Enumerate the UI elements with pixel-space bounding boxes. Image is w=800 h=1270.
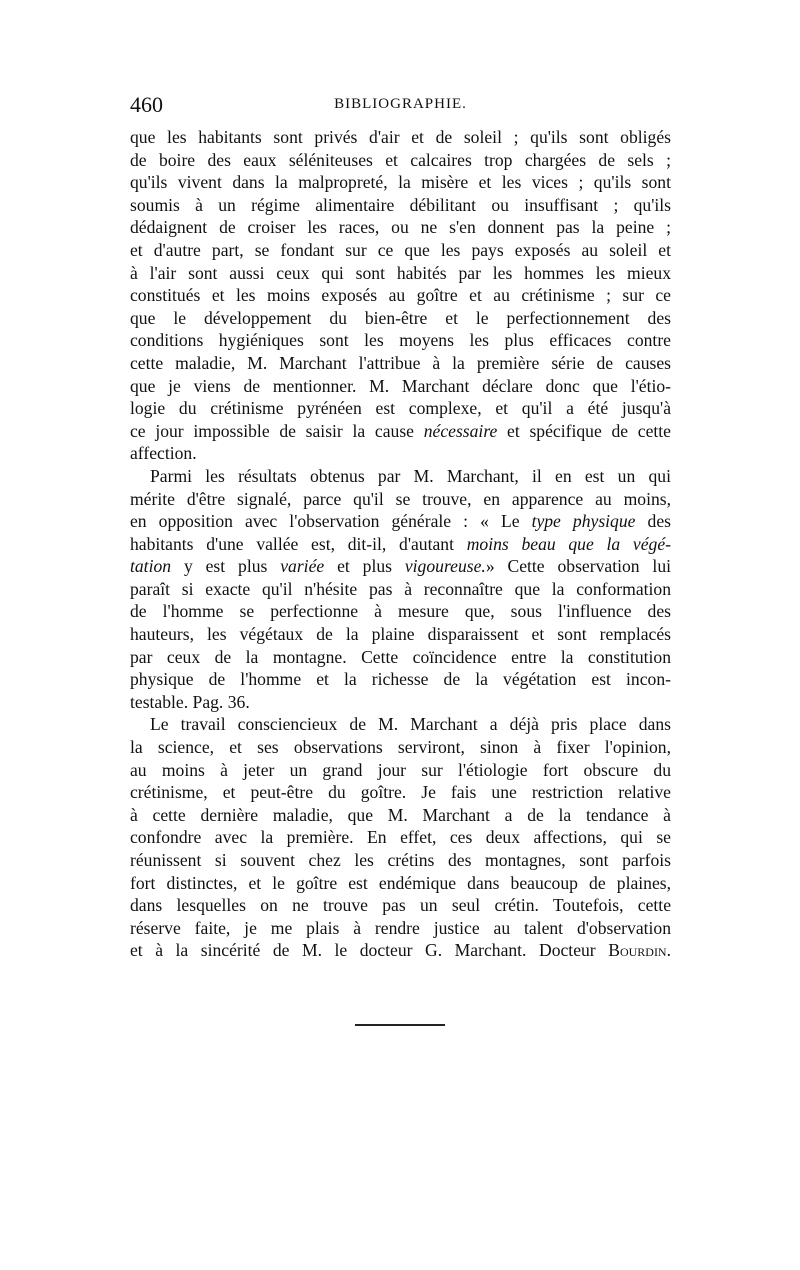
- text-run: » Cette observation lui: [485, 556, 672, 577]
- text-run: en opposition avec l'observation générale : « Le: [130, 511, 520, 532]
- text-line: à cette dernière maladie, que M. Marchant a de la tendance à: [130, 804, 671, 825]
- text-line: que je viens de mentionner. M. Marchant déclare donc que l'étio-: [130, 375, 671, 396]
- text-line: testable. Pag. 36.: [130, 691, 250, 712]
- emphasis-type-physique: type physique: [531, 511, 636, 532]
- text-line: dans lesquelles on ne trouve pas un seul crétin. Toutefois, cette: [130, 895, 671, 916]
- text-line: réserve faite, je me plais à rendre justice au talent d'observation: [130, 917, 671, 938]
- text-run: y est plus: [183, 556, 268, 577]
- text-line: paraît si exacte qu'il n'hésite pas à reconnaître que la conformation: [130, 578, 671, 599]
- text-line: cette maladie, M. Marchant l'attribue à la première série de causes: [130, 352, 671, 373]
- text-line: physique de l'homme et la richesse de la végétation est incon-: [130, 669, 671, 690]
- text-line: confondre avec la première. En effet, ces deux affections, qui se: [130, 827, 671, 848]
- text-line: affection.: [130, 443, 197, 464]
- text-line: et d'autre part, se fondant sur ce que les pays exposés au soleil et: [130, 239, 671, 260]
- text-line: que le développement du bien-être et le perfectionnement des: [130, 307, 671, 328]
- text-line: hauteurs, les végétaux de la plaine disparaissent et sont remplacés: [130, 624, 671, 645]
- text-line: [130, 420, 671, 443]
- text-line: constitués et les moins exposés au goître et au crétinisme ; sur ce: [130, 285, 671, 306]
- emphasis-moins-beau: moins beau que la végé-: [466, 533, 671, 554]
- text-run: et à la sincérité de M. le docteur G. Marchant.: [130, 940, 527, 961]
- text-line: au moins à jeter un grand jour sur l'étiologie fort obscure du: [130, 759, 671, 780]
- page-header: [130, 92, 671, 118]
- text-run: ce jour impossible de saisir la cause: [130, 420, 414, 441]
- text-line: la science, et ses observations serviront, sinon à fixer l'opinion,: [130, 737, 671, 758]
- text-line: conditions hygiéniques sont les moyens les plus efficaces contre: [130, 330, 671, 351]
- text-line: crétinisme, et peut-être du goître. Je fais une restriction relative: [130, 782, 671, 803]
- paragraph-start: Le travail consciencieux de M. Marchant a déjà pris place dans: [150, 714, 671, 735]
- emphasis-variee: variée: [280, 556, 325, 577]
- text-line: [130, 510, 671, 533]
- text-line: fort distinctes, et le goître est endémique dans beaucoup de plaines,: [130, 872, 671, 893]
- text-run: et plus: [337, 556, 392, 577]
- author-signature: Bourdin.: [608, 940, 672, 961]
- emphasis-tation: tation: [130, 556, 172, 577]
- emphasis-vigoureuse: vigoureuse.: [404, 556, 486, 577]
- text-line: de boire des eaux séléniteuses et calcaires trop chargées de sels ;: [130, 149, 671, 170]
- text-line: [130, 533, 671, 556]
- text-line: soumis à un régime alimentaire débilitant ou insuffisant ; qu'ils: [130, 194, 671, 215]
- page-number: 460: [130, 92, 163, 117]
- text-line: dédaignent de croiser les races, ou ne s'en donnent pas la peine ;: [130, 217, 671, 238]
- text-line: [130, 555, 671, 578]
- text-line: réunissent si souvent chez les crétins des montagnes, sont parfois: [130, 850, 671, 870]
- text-line: à l'air sont aussi ceux qui sont habités par les hommes les mieux: [130, 262, 671, 283]
- text-line: que les habitants sont privés d'air et de soleil ; qu'ils sont obligés: [130, 127, 671, 147]
- signature-title: Docteur: [539, 940, 596, 961]
- paragraph-start: Parmi les résultats obtenus par M. Marchant, il en est un qui: [150, 465, 671, 486]
- text-line: [130, 939, 671, 962]
- body-text: [130, 126, 671, 962]
- text-run: et spécifique de cette: [507, 420, 671, 441]
- emphasis-necessaire: nécessaire: [423, 420, 498, 441]
- text-line: qu'ils vivent dans la malpropreté, la misère et les vices ; qu'ils sont: [130, 172, 671, 193]
- text-line: logie du crétinisme pyrénéen est complexe, et qu'il a été jusqu'à: [130, 398, 671, 419]
- running-title: BIBLIOGRAPHIE.: [334, 96, 467, 112]
- text-line: par ceux de la montagne. Cette coïncidence entre la constitution: [130, 646, 671, 667]
- text-run: habitants d'une vallée est, dit-il, d'autant: [130, 533, 454, 554]
- text-line: mérite d'être signalé, parce qu'il se trouve, en apparence au moins,: [130, 488, 671, 509]
- end-rule: [355, 1024, 445, 1026]
- text-run: des: [647, 511, 671, 532]
- text-line: de l'homme se perfectionne à mesure que, sous l'influence des: [130, 601, 671, 622]
